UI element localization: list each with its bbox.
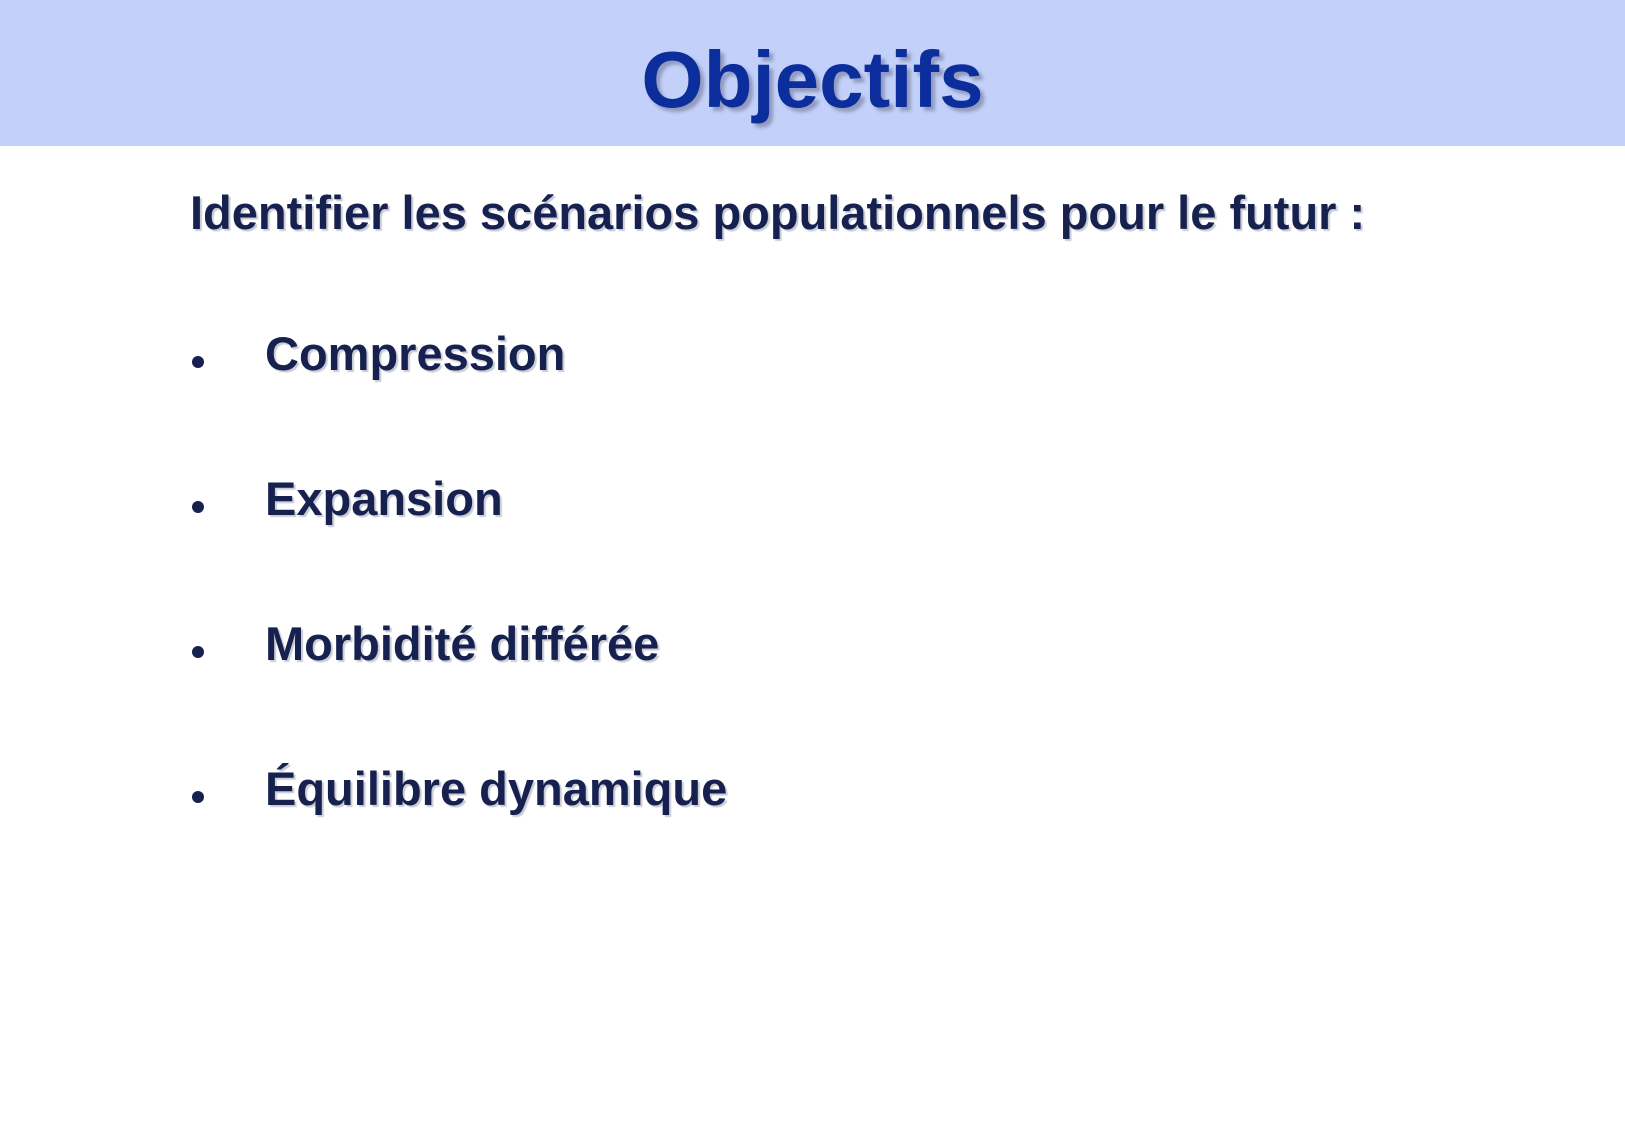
bullet-dot-icon bbox=[192, 501, 204, 513]
slide-title: Objectifs bbox=[641, 35, 984, 124]
slide-body bbox=[0, 146, 1625, 1125]
bullet-item-expansion bbox=[190, 472, 727, 617]
bullet-label: Expansion bbox=[265, 472, 503, 525]
bullet-list bbox=[190, 327, 727, 907]
bullet-item-compression bbox=[190, 327, 727, 472]
bullet-item-equilibre-dynamique bbox=[190, 762, 727, 907]
intro-line: Identifier les scénarios populationnels pour le futur : bbox=[190, 186, 1366, 239]
bullet-item-morbidite-differee bbox=[190, 617, 727, 762]
title-banner bbox=[0, 0, 1625, 146]
bullet-dot-icon bbox=[192, 791, 204, 803]
bullet-label: Équilibre dynamique bbox=[265, 762, 728, 815]
bullet-dot-icon bbox=[192, 646, 204, 658]
bullet-label: Morbidité différée bbox=[265, 617, 660, 670]
bullet-label: Compression bbox=[265, 327, 566, 380]
bullet-dot-icon bbox=[192, 356, 204, 368]
